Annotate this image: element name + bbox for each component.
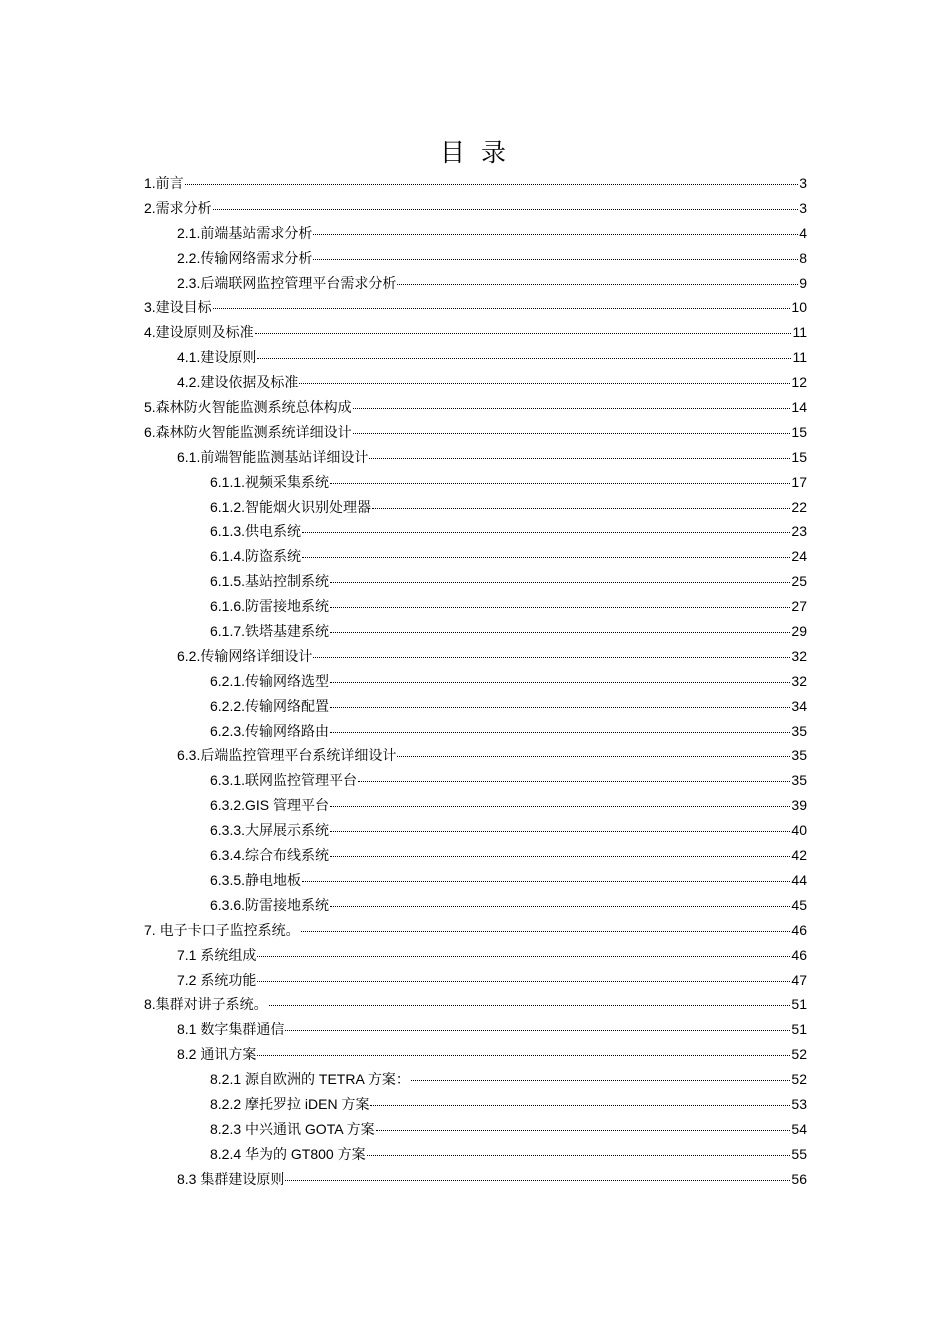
toc-dot-leader (370, 1105, 790, 1106)
toc-entry-label: 6.1.6.防雷接地系统 (210, 598, 330, 615)
toc-entry[interactable] (144, 571, 807, 596)
toc-entry-label: 6.3.1.联网监控管理平台 (210, 772, 358, 789)
toc-dot-leader (330, 856, 790, 857)
toc-entry-page-number: 35 (791, 772, 807, 789)
toc-entry-label: 8.3 集群建设原则 (177, 1170, 285, 1187)
toc-entry-label: 2.2.传输网络需求分析 (177, 249, 313, 266)
toc-dot-leader (313, 259, 798, 260)
toc-entry-page-number: 47 (791, 971, 807, 988)
toc-entry-page-number: 35 (791, 722, 807, 739)
toc-dot-leader (330, 906, 790, 907)
toc-entry-page-number: 45 (791, 896, 807, 913)
toc-entry[interactable] (144, 646, 807, 671)
toc-entry-page-number: 32 (791, 672, 807, 689)
toc-entry[interactable] (144, 1094, 807, 1119)
toc-dot-leader (330, 806, 790, 807)
toc-entry[interactable] (144, 1119, 807, 1144)
toc-entry[interactable] (144, 745, 807, 770)
toc-dot-leader (313, 657, 790, 658)
toc-dot-leader (302, 532, 790, 533)
toc-entry-page-number: 17 (791, 473, 807, 490)
toc-entry[interactable] (144, 1069, 807, 1094)
toc-entry-page-number: 9 (799, 274, 807, 291)
toc-entry[interactable] (144, 347, 807, 372)
toc-entry[interactable] (144, 497, 807, 522)
toc-dot-leader (257, 1055, 790, 1056)
toc-entry-page-number: 27 (791, 598, 807, 615)
toc-entry-label: 4.1.建设原则 (177, 349, 257, 366)
toc-entry[interactable] (144, 1019, 807, 1044)
toc-entry-label: 8.2.4 华为的 GT800 方案 (210, 1145, 366, 1162)
toc-entry-page-number: 46 (791, 946, 807, 963)
toc-entry-page-number: 23 (791, 523, 807, 540)
toc-dot-leader (330, 607, 790, 608)
toc-entry-label: 6.1.1.视频采集系统 (210, 473, 330, 490)
toc-entry[interactable] (144, 322, 807, 347)
toc-entry-page-number: 22 (791, 498, 807, 515)
toc-entry-label: 1.前言 (144, 175, 184, 191)
toc-entry[interactable] (144, 273, 807, 298)
toc-entry-label: 4.建设原则及标准 (144, 324, 254, 341)
toc-entry-label: 2.需求分析 (144, 199, 212, 216)
toc-entry-label: 7.2 系统功能 (177, 971, 257, 988)
toc-dot-leader (285, 1030, 790, 1031)
toc-entry-page-number: 35 (791, 747, 807, 764)
toc-entry-page-number: 15 (791, 423, 807, 440)
toc-entry-page-number: 46 (791, 921, 807, 938)
toc-dot-leader (269, 1005, 791, 1006)
toc-entry[interactable] (144, 820, 807, 845)
toc-dot-leader (213, 308, 791, 309)
toc-entry-label: 6.1.前端智能监测基站详细设计 (177, 448, 369, 465)
toc-dot-leader (358, 781, 790, 782)
toc-dot-leader (367, 1155, 791, 1156)
toc-entry[interactable] (144, 521, 807, 546)
toc-dot-leader (330, 582, 790, 583)
toc-entry[interactable] (144, 422, 807, 447)
toc-entry-label: 8.集群对讲子系统。 (144, 996, 268, 1013)
toc-entry-label: 6.1.2.智能烟火识别处理器 (210, 498, 372, 515)
toc-entry-page-number: 42 (791, 847, 807, 864)
toc-dot-leader (330, 732, 790, 733)
toc-entry[interactable] (144, 248, 807, 273)
toc-entry[interactable] (144, 970, 807, 995)
toc-entry-page-number: 4 (799, 224, 807, 241)
toc-entry-label: 6.3.6.防雷接地系统 (210, 896, 330, 913)
toc-entry-page-number: 25 (791, 573, 807, 590)
toc-entry-page-number: 3 (799, 199, 807, 216)
toc-dot-leader (372, 508, 790, 509)
toc-dot-leader (302, 881, 790, 882)
toc-entry[interactable] (144, 795, 807, 820)
toc-entry[interactable] (144, 173, 807, 198)
toc-entry[interactable] (144, 1169, 807, 1194)
toc-entry[interactable] (144, 472, 807, 497)
toc-entry-label: 8.2.1 源自欧洲的 TETRA 方案： (210, 1071, 410, 1088)
toc-dot-leader (302, 557, 790, 558)
toc-entry-page-number: 10 (791, 299, 807, 316)
toc-entry[interactable] (144, 671, 807, 696)
toc-entry-label: 7.1 系统组成 (177, 946, 257, 963)
toc-entry-label: 3.建设目标 (144, 299, 212, 316)
toc-entry-label: 8.2 通讯方案 (177, 1046, 257, 1063)
toc-dot-leader (299, 383, 790, 384)
toc-entry-label: 6.1.3.供电系统 (210, 523, 302, 540)
toc-entry-page-number: 3 (799, 175, 807, 191)
toc-entry-page-number: 52 (791, 1071, 807, 1088)
toc-entry-label: 2.3.后端联网监控管理平台需求分析 (177, 274, 397, 291)
toc-entry[interactable] (144, 696, 807, 721)
toc-entry-label: 6.1.4.防盗系统 (210, 548, 302, 565)
toc-entry-page-number: 56 (791, 1170, 807, 1187)
toc-entry-label: 6.1.7.铁塔基建系统 (210, 623, 330, 640)
toc-dot-leader (397, 284, 798, 285)
toc-entry[interactable] (144, 372, 807, 397)
toc-entry[interactable] (144, 994, 807, 1019)
toc-entry-page-number: 52 (791, 1046, 807, 1063)
toc-entry-label: 6.3.后端监控管理平台系统详细设计 (177, 747, 397, 764)
toc-entry[interactable] (144, 297, 807, 322)
toc-entry-page-number: 15 (791, 448, 807, 465)
toc-entry[interactable] (144, 920, 807, 945)
toc-entry[interactable] (144, 945, 807, 970)
toc-entry[interactable] (144, 397, 807, 422)
toc-entry-label: 6.3.3.大屏展示系统 (210, 822, 330, 839)
toc-dot-leader (285, 1180, 790, 1181)
toc-entry-label: 6.3.2.GIS 管理平台 (210, 797, 330, 814)
toc-dot-leader (301, 931, 791, 932)
toc-entry-page-number: 53 (791, 1095, 807, 1112)
toc-entry-label: 8.2.2 摩托罗拉 iDEN 方案 (210, 1095, 370, 1112)
toc-entry-label: 6.3.4.综合布线系统 (210, 847, 330, 864)
toc-entry[interactable] (144, 596, 807, 621)
toc-entry-label: 4.2.建设依据及标准 (177, 374, 299, 391)
toc-entry-page-number: 11 (792, 349, 807, 366)
toc-dot-leader (213, 209, 799, 210)
toc-entry[interactable] (144, 845, 807, 870)
toc-dot-leader (255, 333, 792, 334)
toc-dot-leader (330, 682, 790, 683)
toc-entry-label: 6.2.3.传输网络路由 (210, 722, 330, 739)
toc-entry-label: 6.2.2.传输网络配置 (210, 697, 330, 714)
toc-entry-page-number: 14 (791, 399, 807, 416)
toc-dot-leader (330, 707, 790, 708)
toc-entry-label: 5.森林防火智能监测系统总体构成 (144, 399, 352, 416)
toc-dot-leader (257, 358, 791, 359)
toc-entry[interactable] (144, 895, 807, 920)
toc-entry-label: 6.2.传输网络详细设计 (177, 647, 313, 664)
toc-dot-leader (376, 1130, 791, 1131)
toc-entry[interactable] (144, 447, 807, 472)
toc-entry[interactable] (144, 870, 807, 895)
toc-entry[interactable] (144, 1144, 807, 1169)
toc-entry-page-number: 8 (799, 249, 807, 266)
toc-entry-label: 7. 电子卡口子监控系统。 (144, 921, 300, 938)
toc-dot-leader (313, 234, 798, 235)
toc-dot-leader (330, 632, 790, 633)
toc-entry-page-number: 51 (791, 996, 807, 1013)
toc-entry[interactable] (144, 770, 807, 795)
table-of-contents (144, 173, 807, 1194)
toc-entry-page-number: 54 (791, 1120, 807, 1137)
toc-entry-label: 2.1.前端基站需求分析 (177, 224, 313, 241)
toc-title: 目 录 (440, 138, 510, 167)
toc-dot-leader (353, 408, 791, 409)
toc-dot-leader (185, 184, 799, 185)
toc-entry[interactable] (144, 223, 807, 248)
toc-dot-leader (397, 756, 790, 757)
toc-entry-page-number: 51 (791, 1021, 807, 1038)
toc-entry-page-number: 44 (791, 871, 807, 888)
toc-entry-label: 8.2.3 中兴通讯 GOTA 方案 (210, 1120, 375, 1137)
toc-dot-leader (411, 1080, 790, 1081)
toc-dot-leader (369, 458, 790, 459)
toc-entry-label: 6.森林防火智能监测系统详细设计 (144, 423, 352, 440)
toc-entry-label: 6.1.5.基站控制系统 (210, 573, 330, 590)
toc-dot-leader (257, 981, 790, 982)
toc-entry[interactable] (144, 721, 807, 746)
toc-entry[interactable] (144, 546, 807, 571)
toc-entry-page-number: 29 (791, 623, 807, 640)
toc-entry-page-number: 34 (791, 697, 807, 714)
toc-entry-label: 6.3.5.静电地板 (210, 871, 302, 888)
toc-entry-page-number: 32 (791, 647, 807, 664)
toc-dot-leader (330, 483, 790, 484)
toc-entry[interactable] (144, 1044, 807, 1069)
toc-entry-page-number: 11 (792, 324, 807, 341)
toc-entry-page-number: 24 (791, 548, 807, 565)
toc-dot-leader (330, 831, 790, 832)
toc-dot-leader (257, 956, 790, 957)
toc-entry-page-number: 40 (791, 822, 807, 839)
toc-entry-page-number: 55 (791, 1145, 807, 1162)
toc-entry[interactable] (144, 621, 807, 646)
toc-entry-label: 6.2.1.传输网络选型 (210, 672, 330, 689)
toc-entry[interactable] (144, 198, 807, 223)
toc-entry-label: 8.1 数字集群通信 (177, 1021, 285, 1038)
toc-entry-page-number: 39 (791, 797, 807, 814)
toc-dot-leader (353, 433, 791, 434)
toc-entry-page-number: 12 (791, 374, 807, 391)
